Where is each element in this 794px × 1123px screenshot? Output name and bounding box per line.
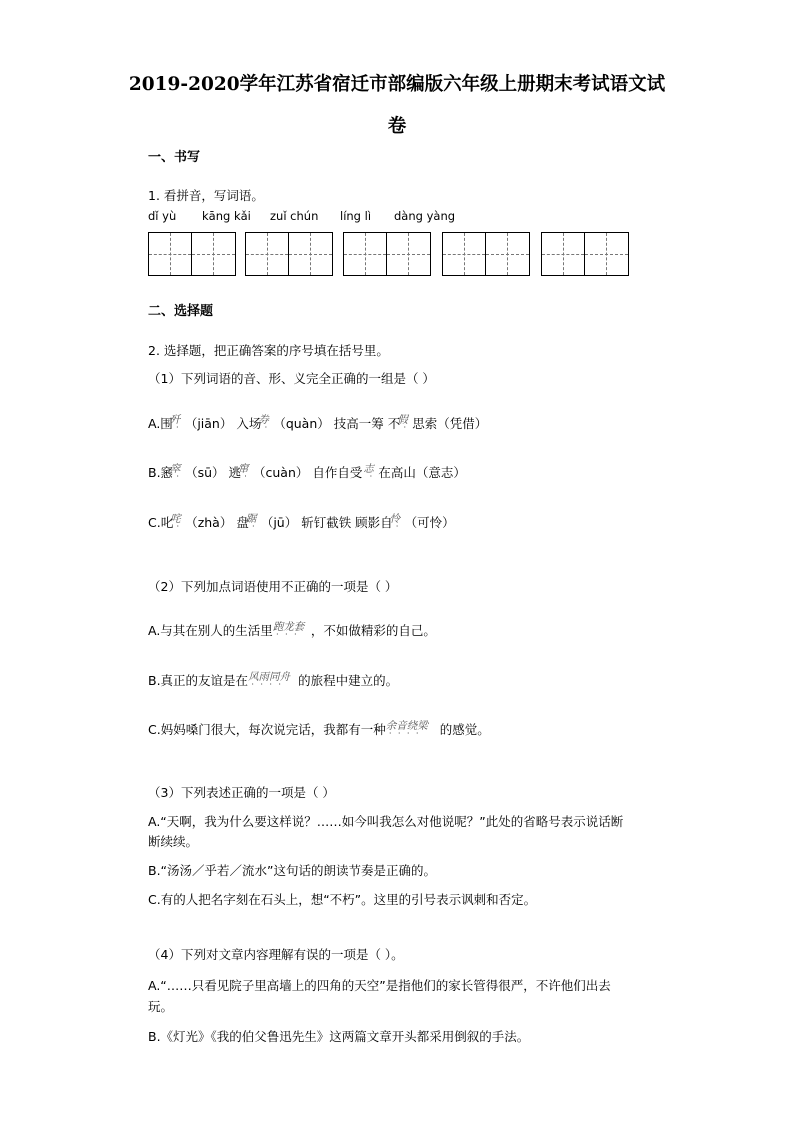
writing-cell[interactable] <box>442 232 486 276</box>
option-2a: A.与其在别人的生活里 跑龙套 ˙˙˙ ，不如做精彩的自己。 <box>148 621 436 644</box>
option-text: C.叱 <box>148 515 174 530</box>
option-1c: C.叱 咤 ˙ （zhà） 盘 踞 ˙ （jū） 斩钉截铁 顾影自 怜 ˙ （可怜） <box>148 513 455 536</box>
option-1b: B.窸 窣 ˙ （sū） 逃 窜 ˙ （cuàn） 自作自受 志 ˙ 在高山（意志） <box>148 463 466 486</box>
writing-grid-2[interactable] <box>245 232 333 276</box>
option-text: （jiān） 入场 <box>184 416 262 431</box>
option-text: 思索（凭借） <box>412 416 488 431</box>
option-3b: B.“汤汤／乎若／流水”这句话的朗读节奏是正确的。 <box>148 863 437 878</box>
section-heading-choice: 二、选择题 <box>148 304 214 319</box>
option-4a: A.“……只看见院子里高墙上的四角的天空”是指他们的家长管得很严，不许他们出去 <box>148 978 611 993</box>
option-3a-continued: 断续续。 <box>148 834 199 849</box>
option-text: ，不如做精彩的自己。 <box>310 623 436 638</box>
sub-question-4-stem: （4）下列对文章内容理解有误的一项是（ ）。 <box>148 947 404 962</box>
option-text: 在高山（意志） <box>378 465 466 480</box>
ruby-annotation: 歼 <box>169 414 181 426</box>
writing-cell[interactable] <box>486 232 530 276</box>
option-text: B.真正的友谊是在 <box>148 673 249 688</box>
ruby-annotation: 咤 <box>170 513 181 525</box>
ruby-annotation: 风雨同舟 <box>248 671 291 683</box>
question-2-stem: 2. 选择题，把正确答案的序号填在括号里。 <box>148 343 389 358</box>
option-3a: A.“天啊，我为什么要这样说？……如今叫我怎么对他说呢？”此处的省略号表示说话断 <box>148 814 624 829</box>
option-text: A.与其在别人的生活里 <box>148 623 273 638</box>
option-3c: C.有的人把名字刻在石头上，想“不朽”。这里的引号表示讽刺和否定。 <box>148 892 537 907</box>
writing-cell[interactable] <box>541 232 585 276</box>
ruby-annotation: 假 <box>397 414 408 426</box>
writing-cell[interactable] <box>148 232 192 276</box>
writing-cell[interactable] <box>585 232 629 276</box>
writing-grid-1[interactable] <box>148 232 236 276</box>
option-text: （jū） 斩钉截铁 顾影自 <box>260 515 393 530</box>
writing-cell[interactable] <box>245 232 289 276</box>
question-1-stem: 1. 看拼音，写词语。 <box>148 188 264 203</box>
option-text: （cuàn） 自作自受 <box>252 465 367 480</box>
sub-question-1-stem: （1）下列词语的音、形、义完全正确的一组是（ ） <box>148 371 435 386</box>
ruby-annotation: 踞 <box>245 513 257 525</box>
pinyin-3: zuǐ chún <box>270 209 319 223</box>
option-text: 的旅程中建立的。 <box>298 673 399 688</box>
option-2c: C.妈妈嗓门很大，每次说完话，我都有一种 余音绕梁 ˙˙˙˙ 的感觉。 <box>148 720 490 743</box>
sub-question-2-stem: （2）下列加点词语使用不正确的一项是（ ） <box>148 579 398 594</box>
ruby-annotation: 志 <box>363 463 374 475</box>
ruby-annotation: 窣 <box>170 463 181 475</box>
option-4a-continued: 玩。 <box>148 999 174 1014</box>
ruby-annotation: 窜 <box>237 463 249 475</box>
writing-cell[interactable] <box>387 232 431 276</box>
writing-cell[interactable] <box>289 232 333 276</box>
writing-grid-3[interactable] <box>343 232 431 276</box>
writing-cell[interactable] <box>192 232 236 276</box>
option-1a: A.围 歼 ˙ （jiān） 入场 券 ˙ （quàn） 技高一筹 不 假 ˙ 思索（凭借） <box>148 414 488 437</box>
writing-grid-4[interactable] <box>442 232 530 276</box>
ruby-annotation: 余音绕梁 <box>385 720 428 732</box>
page-title-continued: 卷 <box>387 116 407 137</box>
option-text: A.围 <box>148 416 173 431</box>
option-text: 的感觉。 <box>439 722 490 737</box>
option-text: C.妈妈嗓门很大，每次说完话，我都有一种 <box>148 722 386 737</box>
option-text: （sū） 逃 <box>185 465 241 480</box>
option-text: （zhà） 盘 <box>185 515 249 530</box>
page-title: 2019-2020学年江苏省宿迁市部编版六年级上册期末考试语文试 <box>128 74 666 95</box>
pinyin-1: dǐ yù <box>148 209 177 223</box>
writing-grid-5[interactable] <box>541 232 629 276</box>
option-2b: B.真正的友谊是在 风雨同舟 ˙˙˙˙ 的旅程中建立的。 <box>148 671 399 694</box>
section-heading-writing: 一、书写 <box>148 150 201 165</box>
sub-question-3-stem: （3）下列表述正确的一项是（ ） <box>148 785 335 800</box>
pinyin-4: líng lì <box>340 209 372 223</box>
writing-cell[interactable] <box>343 232 387 276</box>
option-4b: B.《灯光》《我的伯父鲁迅先生》这两篇文章开头都采用倒叙的手法。 <box>148 1029 530 1044</box>
option-text: （quàn） 技高一筹 不 <box>273 416 401 431</box>
pinyin-5: dàng yàng <box>394 209 456 223</box>
option-text: （可怜） <box>404 515 455 530</box>
option-text: B.窸 <box>148 465 174 480</box>
ruby-annotation: 怜 <box>389 513 401 525</box>
pinyin-2: kāng kǎi <box>202 209 251 223</box>
ruby-annotation: 券 <box>258 414 269 426</box>
ruby-annotation: 跑龙套 <box>272 621 305 633</box>
